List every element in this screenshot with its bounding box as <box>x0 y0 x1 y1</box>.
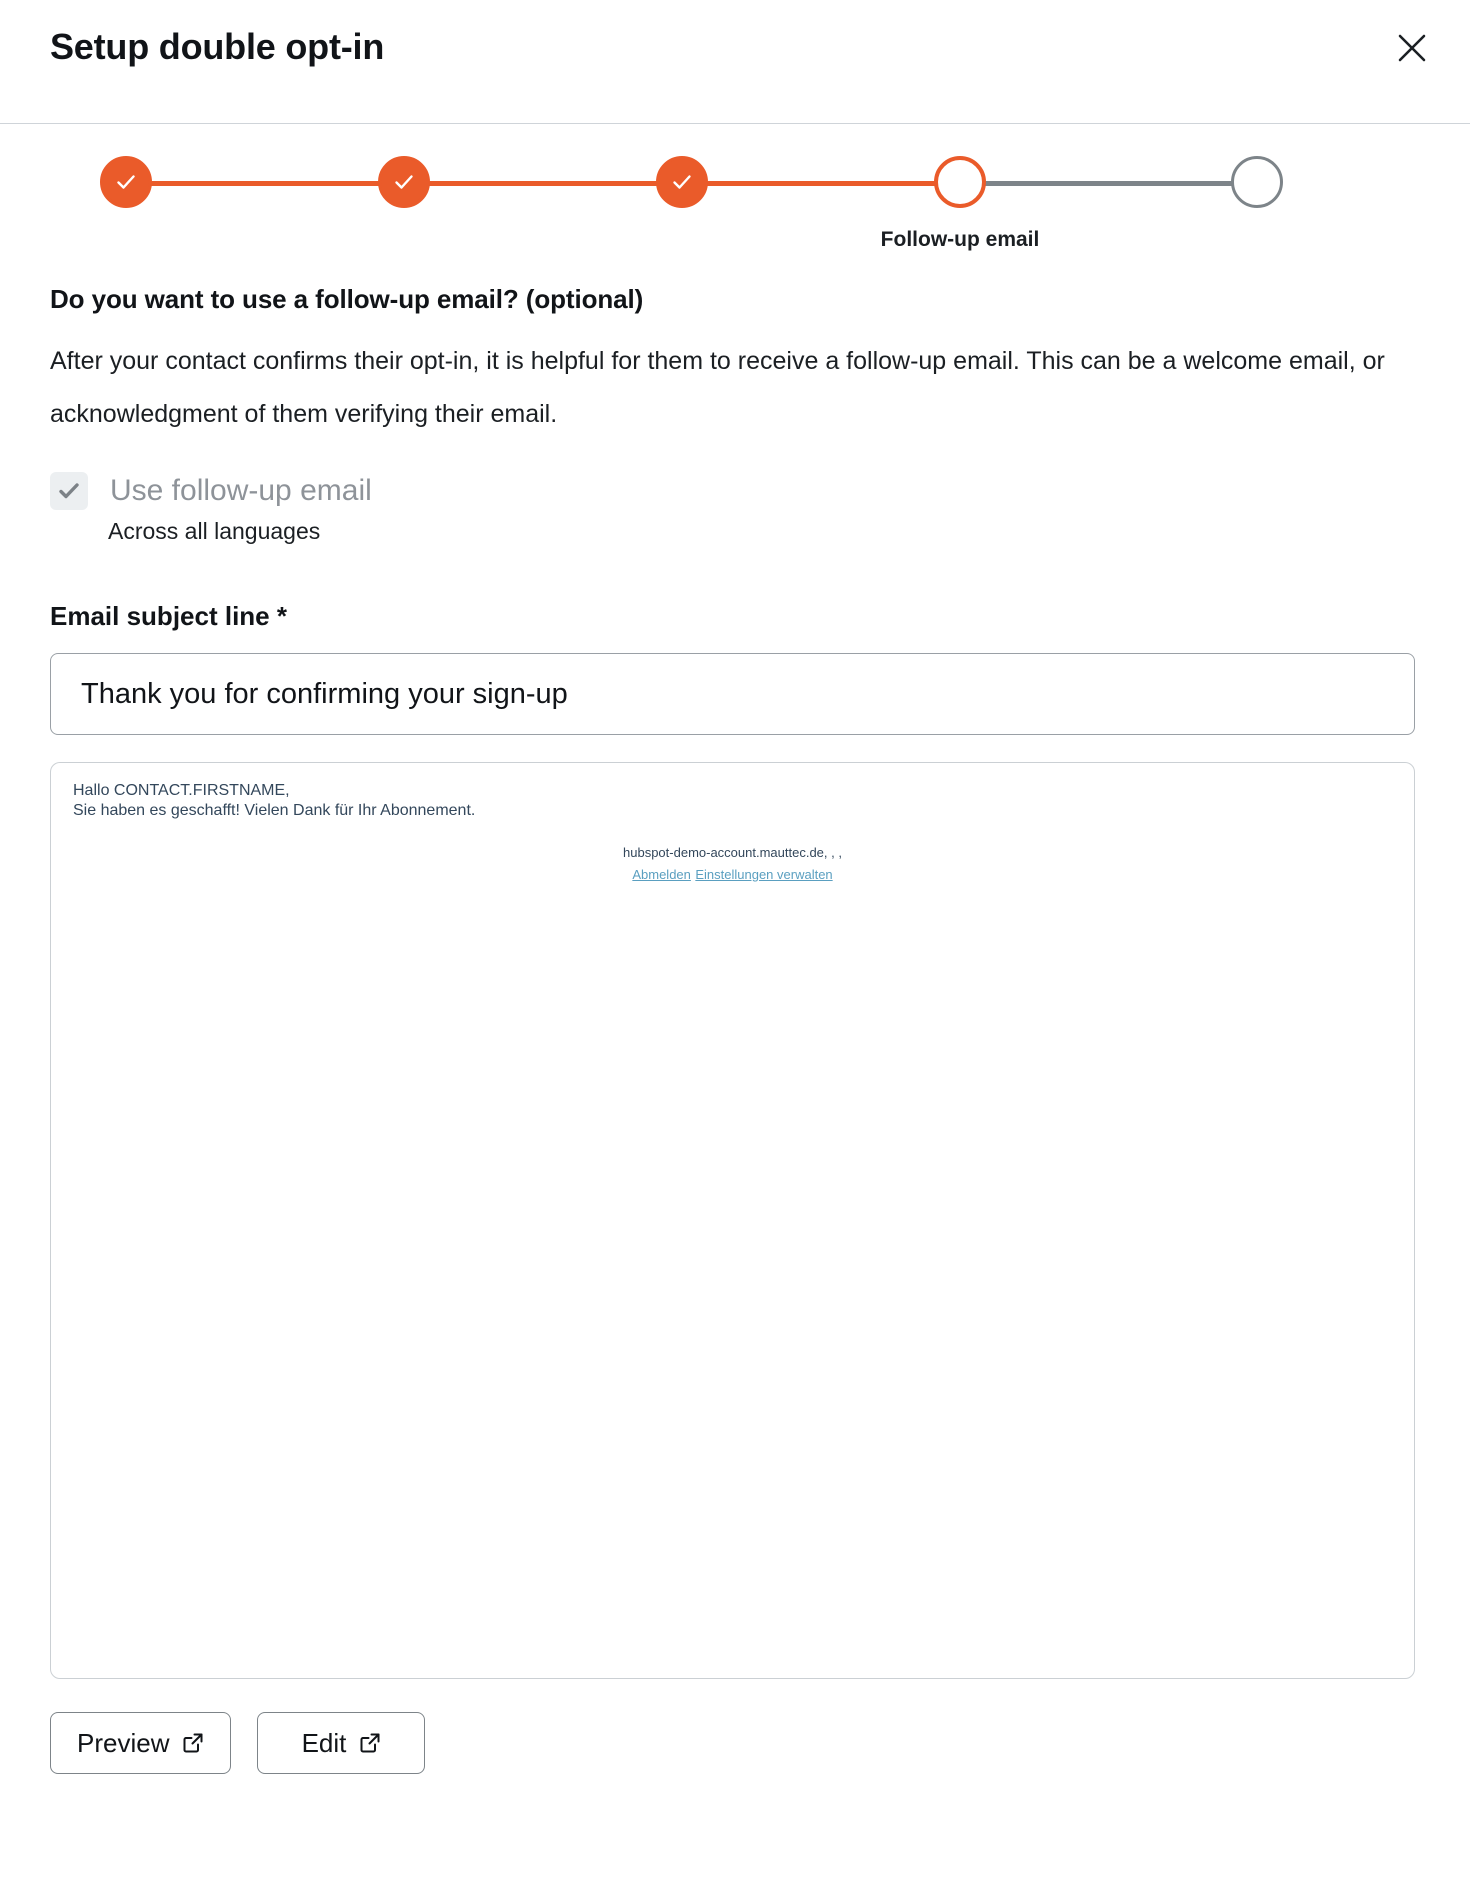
check-icon <box>669 169 695 195</box>
close-icon <box>1397 33 1427 63</box>
close-button[interactable] <box>1386 22 1438 74</box>
stepper-step-4-current[interactable] <box>934 156 986 208</box>
stepper-current-label: Follow-up email <box>880 228 1040 251</box>
edit-button[interactable] <box>257 1712 425 1774</box>
stepper-step-1[interactable] <box>100 156 152 208</box>
stepper-connector-2 <box>404 181 682 186</box>
email-preview-greeting <box>73 781 475 821</box>
external-link-icon <box>359 1732 381 1754</box>
stepper-connector-4 <box>960 181 1257 186</box>
check-icon <box>113 169 139 195</box>
unsubscribe-link[interactable]: Abmelden <box>632 867 691 882</box>
page-title: Setup double opt-in <box>50 26 385 67</box>
email-preview-footer-address: hubspot-demo-account.mauttec.de, , , <box>623 845 842 860</box>
section-heading: Do you want to use a follow-up email? (optional) <box>50 284 644 314</box>
stepper-step-3[interactable] <box>656 156 708 208</box>
email-action-buttons <box>50 1712 1470 1774</box>
email-preview-footer-links <box>51 864 1414 886</box>
email-preview-greeting-line-1: Hallo CONTACT.FIRSTNAME, <box>73 782 290 799</box>
preview-button-label: Preview <box>77 1727 170 1758</box>
edit-button-label: Edit <box>301 1727 347 1758</box>
stepper-step-2[interactable] <box>378 156 430 208</box>
check-icon <box>391 169 417 195</box>
use-followup-email-checkbox[interactable] <box>50 472 88 510</box>
email-preview-panel <box>50 762 1415 1679</box>
modal-header <box>0 0 1470 124</box>
email-subject-line-input[interactable] <box>50 653 1415 735</box>
email-preview-footer <box>51 842 1414 886</box>
use-followup-email-sublabel: Across all languages <box>108 518 321 544</box>
modal-body <box>0 284 1470 1774</box>
stepper-connector-3 <box>682 181 960 186</box>
email-subject-line-label: Email subject line * <box>50 601 287 631</box>
stepper-step-5[interactable] <box>1231 156 1283 208</box>
section-description: After your contact confirms their opt-in, it is helpful for them to receive a follow-up email. This can be a welcome email, or acknowledgment of them verifying their email. <box>50 347 1385 428</box>
preview-button[interactable] <box>50 1712 231 1774</box>
external-link-icon <box>182 1732 204 1754</box>
use-followup-email-label: Use follow-up email <box>110 474 372 507</box>
checkmark-icon <box>56 478 82 504</box>
email-preview-greeting-line-2: Sie haben es geschafft! Vielen Dank für Ihr Abonnement. <box>73 802 476 819</box>
progress-stepper <box>0 124 1470 284</box>
stepper-connector-1 <box>126 181 404 186</box>
use-followup-email-checkbox-row[interactable] <box>50 472 1470 510</box>
manage-preferences-link[interactable]: Einstellungen verwalten <box>695 867 833 882</box>
